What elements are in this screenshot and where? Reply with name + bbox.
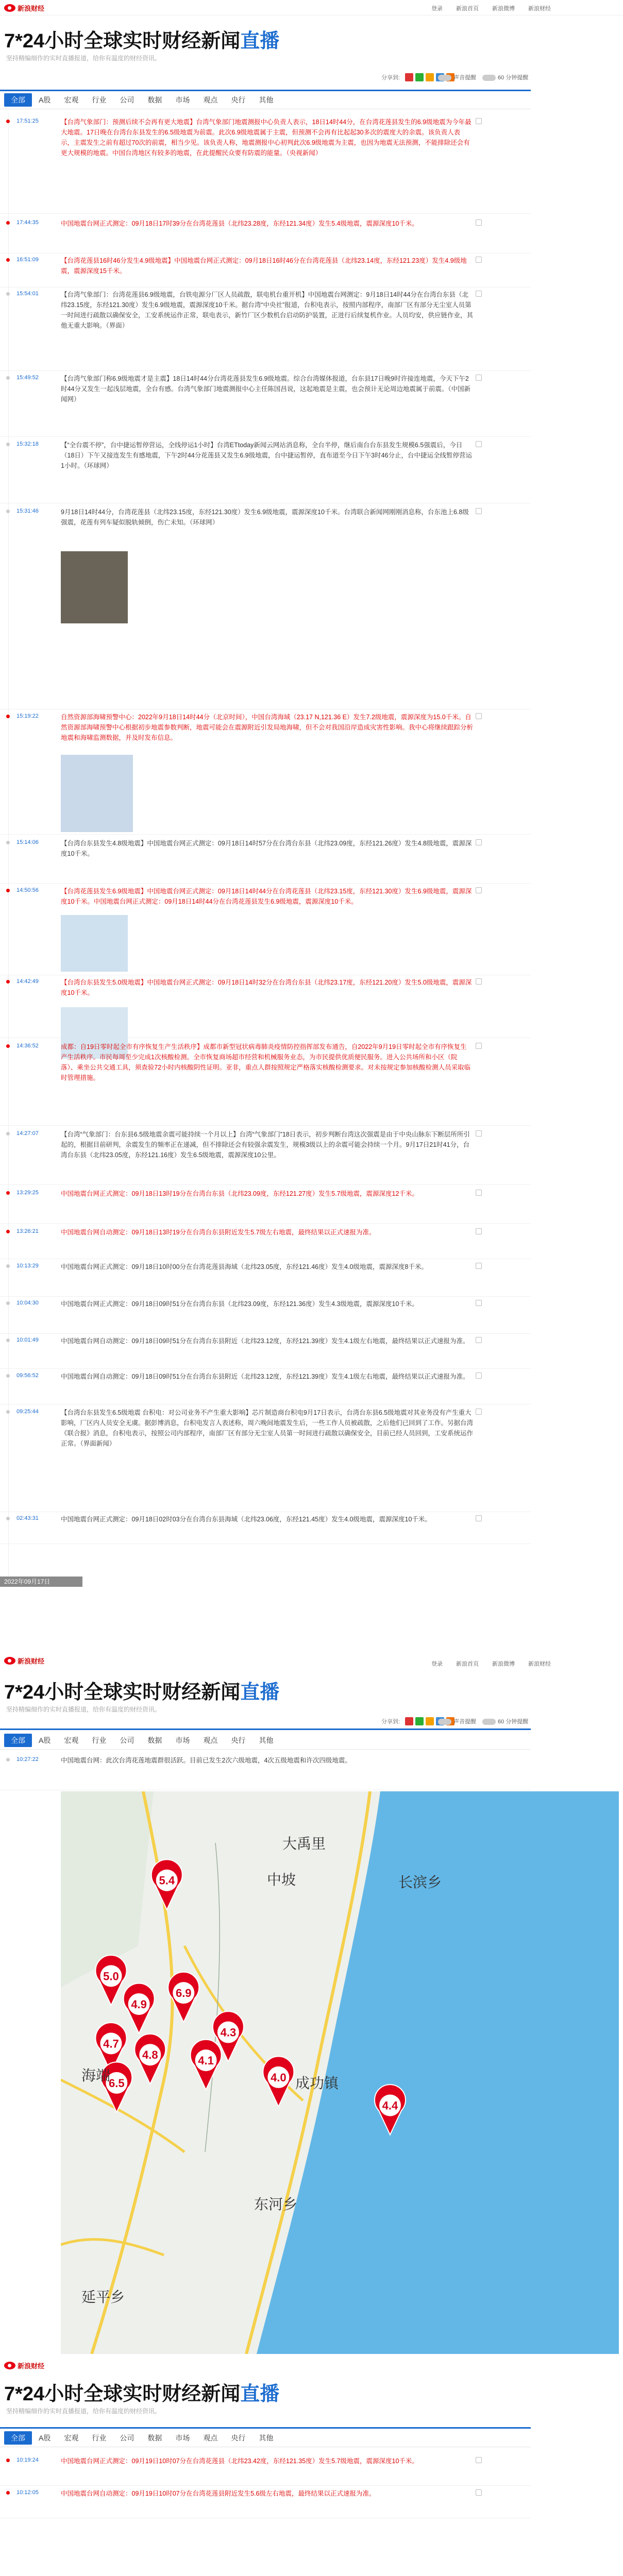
sina-eye-icon — [4, 2362, 15, 2369]
tab-all[interactable]: 全部 — [4, 93, 32, 107]
map-place: 延平乡 — [81, 2289, 125, 2305]
share-item-icon[interactable] — [476, 375, 482, 381]
map-place: 长滨乡 — [398, 1874, 442, 1890]
top-link-sina-home[interactable]: 新浪首页 — [456, 6, 479, 12]
map-svg — [61, 1791, 619, 2354]
timeline-dot — [6, 258, 10, 262]
news-time: 13:26:21 — [16, 1228, 39, 1234]
toggle-icon — [482, 75, 496, 81]
top-link-login[interactable]: 登录 — [431, 1661, 443, 1667]
timeline-dot — [6, 1230, 10, 1233]
share-item-icon[interactable] — [476, 257, 482, 263]
tab-market[interactable]: 市场 — [175, 2433, 190, 2442]
news-time: 09:56:52 — [16, 1372, 39, 1379]
sound-alert-toggle[interactable]: 声音提醒 — [438, 1717, 476, 1725]
tab-central-bank[interactable]: 央行 — [231, 1736, 246, 1744]
news-text[interactable]: 【台湾台东县发生6.5级地震 台积电：对公司业务不产生重大影响】芯片制造商台积电9月17日表示，台湾台东县6.5级地震对其业务没有产生重大影响，厂区内人员安全无虞。据彭博消息，台积电发言人表述称，周六晚间地震发生后，一些工作人员被疏散，之后他们已回到了工作。另据台湾《联合报》消息，台积电表示，按照公司内部程序，南部厂区有部分无尘室人员第一时间进行疏散以确保安全，目前已经人员回到，工安系统运作正常。（界面新闻） — [61, 1409, 474, 1447]
news-text[interactable]: 9月18日14时44分，台湾花莲县（北纬23.15度，东经121.30度）发生6.9级地震，震源深度10千米。台湾联合新闻网刚刚消息称，台东池上6.8级强震，花莲有列车疑似脱轨倾倒，伤亡未知。（环球网） — [61, 509, 469, 526]
quake-magnitude: 4.9 — [131, 1997, 147, 2011]
map-place: 东河乡 — [254, 2196, 298, 2212]
news-item — [0, 1754, 531, 1790]
news-item — [0, 372, 531, 437]
page-title: 7*24小时全球实时财经新闻直播 — [4, 1682, 280, 1703]
page-header — [0, 15, 623, 90]
news-text[interactable]: 中国地震台网自动测定：09月19日10时07分在台湾花莲县附近发生5.6级左右地震，最终结果以正式速报为准。 — [61, 2490, 376, 2497]
quake-magnitude: 4.3 — [220, 2026, 237, 2039]
share-item-icon[interactable] — [476, 1300, 482, 1306]
news-item — [0, 885, 531, 975]
share-item-icon[interactable] — [476, 1409, 482, 1415]
news-time: 16:51:09 — [16, 257, 39, 263]
share-item-icon[interactable] — [476, 441, 482, 447]
news-text[interactable]: 【台湾台东县发生5.0级地震】中国地震台网正式测定：09月18日14时32分在台湾台东县（北纬23.17度，东经121.20度）发生5.0级地震，震源深度10千米。 — [61, 979, 472, 996]
tab-opinion[interactable]: 观点 — [203, 2433, 218, 2442]
page-subtitle: 坚持精编细作的实时直播报道，给你有温度的财经资讯。 — [6, 1706, 161, 1713]
top-link-finance[interactable]: 新浪财经 — [528, 6, 551, 12]
news-time: 13:29:25 — [16, 1190, 39, 1196]
news-item — [0, 1335, 531, 1369]
wechat-share-icon[interactable] — [415, 1717, 424, 1725]
minute-alert-toggle[interactable]: 60 分钟提醒 — [482, 73, 528, 81]
header-divider — [0, 1728, 531, 1730]
timeline-dot — [6, 715, 10, 718]
news-item — [0, 837, 531, 884]
tab-a-shares[interactable]: A股 — [39, 95, 51, 104]
timeline-dot — [6, 980, 10, 984]
timeline-dot — [6, 1758, 10, 1761]
qzone-share-icon[interactable] — [426, 73, 434, 81]
news-text[interactable]: 中国地震台网自动测定：09月18日13时19分在台湾台东县附近发生5.7级左右地震，最终结果以正式速报为准。 — [61, 1229, 376, 1236]
timeline-dot — [6, 2491, 10, 2495]
qzone-share-icon[interactable] — [426, 1717, 434, 1725]
news-time: 15:31:46 — [16, 508, 39, 514]
top-link-weibo[interactable]: 新浪微博 — [492, 6, 515, 12]
category-tabs — [0, 91, 531, 109]
news-text[interactable]: 中国地震台网自动测定：09月18日09时51分在台湾台东县附近（北纬23.12度，东经121.39度）发生4.1级左右地震，最终结果以正式速报为准。 — [61, 1373, 469, 1380]
tab-macro[interactable]: 宏观 — [64, 95, 79, 104]
tab-macro[interactable]: 宏观 — [64, 2433, 79, 2442]
news-time: 17:51:25 — [16, 118, 39, 124]
tab-industry[interactable]: 行业 — [92, 95, 107, 104]
news-time: 10:13:29 — [16, 1263, 39, 1269]
page-header-repeat — [0, 1656, 623, 1731]
top-links — [431, 1659, 551, 1668]
toggle-icon — [438, 75, 451, 81]
news-time: 10:01:49 — [16, 1337, 39, 1343]
quake-magnitude: 4.1 — [198, 2054, 214, 2067]
news-item — [0, 1041, 531, 1126]
news-item — [0, 1298, 531, 1334]
news-text[interactable]: 中国地震台网：此次台湾花莲地震群很活跃。目前已发生2次六级地震，4次五级地震和许次四级地震。 — [61, 1757, 351, 1764]
tab-all[interactable]: 全部 — [4, 1734, 32, 1747]
earthquake-map — [61, 1791, 619, 2354]
news-time: 10:12:05 — [16, 2489, 39, 2496]
news-text[interactable]: 中国地震台网自动测定：09月18日09时51分在台湾台东县附近（北纬23.12度，东经121.39度）发生4.1级左右地震，最终结果以正式速报为准。 — [61, 1337, 469, 1345]
category-tabs-repeat-2 — [0, 2429, 531, 2447]
share-item-icon[interactable] — [476, 1337, 482, 1343]
news-item — [0, 116, 531, 214]
tab-central-bank[interactable]: 央行 — [231, 2433, 246, 2442]
tab-industry[interactable]: 行业 — [92, 2433, 107, 2442]
news-text[interactable]: 【台湾气象部门称6.9级地震才是主震】18日14时44分台湾花莲县发生6.9级地震。综合台湾媒体报道，台东县17日晚9时许接连地震，今天下午2时44分又发生一起浅层地震，全台有感。台湾气象部门地震测报中心主任陈国昌说，这起地震是主震，也会预计无论周边地震属于前震。（中国新闻网） — [61, 375, 471, 403]
top-links — [431, 4, 551, 12]
map-place: 海端 — [81, 2067, 111, 2083]
page-subtitle: 坚持精编细作的实时直播报道，给你有温度的财经资讯。 — [6, 55, 161, 62]
news-time: 15:19:22 — [16, 713, 39, 719]
sina-eye-icon — [4, 4, 15, 12]
news-item — [0, 711, 531, 835]
timeline-dot — [6, 1301, 10, 1305]
timeline-dot — [6, 1132, 10, 1136]
news-item — [0, 976, 531, 1038]
quake-magnitude: 4.8 — [142, 2048, 158, 2062]
share-item-icon[interactable] — [476, 118, 482, 124]
top-link-sina-home[interactable]: 新浪首页 — [456, 1661, 479, 1667]
quake-magnitude: 5.4 — [159, 1874, 175, 1887]
news-item — [0, 2455, 531, 2486]
quake-magnitude: 6.5 — [109, 2076, 125, 2090]
share-bar: 分享到: — [381, 1717, 454, 1725]
timeline-dot — [6, 120, 10, 123]
news-item — [0, 439, 531, 503]
share-item-icon[interactable] — [476, 1130, 482, 1137]
news-item — [0, 506, 531, 709]
top-link-finance[interactable]: 新浪财经 — [528, 1661, 551, 1667]
news-item — [0, 255, 531, 287]
toggle-icon — [482, 1719, 496, 1725]
quake-magnitude: 4.7 — [103, 2037, 119, 2050]
news-time: 15:14:06 — [16, 839, 39, 845]
tab-opinion[interactable]: 观点 — [203, 1736, 218, 1744]
share-item-icon[interactable] — [476, 508, 482, 514]
share-item-icon[interactable] — [476, 978, 482, 985]
tab-other[interactable]: 其他 — [259, 1736, 274, 1744]
news-item — [0, 217, 531, 253]
tab-data[interactable]: 数据 — [147, 95, 162, 104]
weibo-share-icon[interactable] — [405, 1717, 413, 1725]
news-time: 10:27:22 — [16, 1756, 39, 1762]
timeline-dot — [6, 443, 10, 446]
timeline-dot — [6, 1264, 10, 1268]
page-header-repeat-2 — [0, 2357, 623, 2432]
timeline-dot — [6, 2459, 10, 2462]
tab-industry[interactable]: 行业 — [92, 1736, 107, 1744]
news-item — [0, 1370, 531, 1404]
news-time: 14:42:49 — [16, 978, 39, 985]
news-image[interactable] — [61, 915, 128, 972]
timeline-dot — [6, 1410, 10, 1414]
timeline-dot — [6, 376, 10, 380]
news-image[interactable] — [61, 551, 128, 623]
news-item — [0, 2487, 531, 2518]
tab-data[interactable]: 数据 — [147, 2433, 162, 2442]
tab-central-bank[interactable]: 央行 — [231, 95, 246, 104]
top-link-login[interactable]: 登录 — [431, 6, 443, 12]
share-item-icon[interactable] — [476, 713, 482, 719]
tab-a-shares[interactable]: A股 — [39, 2433, 51, 2442]
tab-other[interactable]: 其他 — [259, 2433, 274, 2442]
share-item-icon[interactable] — [476, 1190, 482, 1196]
news-text[interactable]: 中国地震台网正式测定：09月18日10时00分在台湾花莲县海域（北纬23.05度，东经121.46度）发生4.0级地震，震源深度8千米。 — [61, 1263, 428, 1270]
timeline-dot — [6, 1338, 10, 1342]
news-text[interactable]: 【“全台震不停”，台中捷运暂停营运，全线停运1小时】台湾ETtoday新闻云网站消息称，全台半停，继后南台台东县发生规模6.5强震后，今日（18日）下午又接连发生有感地震，下午2时44分花莲县又发生6.9级地震，台中捷运暂停，直布道至今日下午3时46分止，台中捷运全线暂停营运1小时。（环球网） — [61, 442, 472, 469]
toggle-icon — [438, 1719, 451, 1725]
tab-other[interactable]: 其他 — [259, 95, 274, 104]
news-text[interactable]: 中国地震台网正式测定：09月18日13时19分在台湾台东县（北纬23.09度，东经121.27度）发生5.7级地震，震源深度12千米。 — [61, 1190, 418, 1197]
minute-alert-toggle[interactable]: 60 分钟提醒 — [482, 1717, 528, 1725]
news-text[interactable]: 自然资源部海啸预警中心：2022年9月18日14时44分（北京时间），中国台湾海域（23.17 N,121.36 E）发生7.2级地震，震源深度为15.0千米。自然资源部海啸预警中心根据初步地震参数判断，地震可能会在震源附近引发局地海啸，但不会对我国沿岸造成灾害性影响。我中心将继续跟踪分析地震和海啸监测数据，并及时发布信息。 — [61, 714, 474, 741]
news-item — [0, 289, 531, 371]
news-time: 14:36:52 — [16, 1043, 39, 1049]
share-item-icon[interactable] — [476, 1228, 482, 1234]
news-item — [0, 1406, 531, 1512]
timeline-dot — [6, 1374, 10, 1378]
news-image[interactable] — [61, 755, 133, 832]
share-item-icon[interactable] — [476, 1515, 482, 1521]
news-item — [0, 1226, 531, 1259]
weibo-share-icon[interactable] — [405, 73, 413, 81]
sound-alert-toggle[interactable]: 声音提醒 — [438, 73, 476, 81]
news-time: 10:19:24 — [16, 2457, 39, 2463]
tab-company[interactable]: 公司 — [120, 2433, 134, 2442]
tab-a-shares[interactable]: A股 — [39, 1736, 51, 1744]
share-item-icon[interactable] — [476, 1372, 482, 1379]
share-item-icon[interactable] — [476, 291, 482, 297]
news-text[interactable]: 【台湾气象部门：预测后续不会再有更大地震】台湾气象部门地震测报中心负责人表示，18日14时44分，在台湾花莲县发生的6.9级地震为今年最大地震。17日晚在台湾台东县发生的6.5级地震为前震。此次6.9级地震属于主震，但预测不会再有比起起30多次的震度大的余震。该负责人表示，主震发生之前有超过70次的前震，相当少见。该负责人称，地震测报中心初判此次6.9级地震为主震，也因为地震无法预测，不能排除还会有更大规模的地震。中国台湾地区有较多的地震，在此提醒民众要有防震的能量。（央视新闻） — [61, 118, 472, 157]
tab-company[interactable]: 公司 — [120, 1736, 134, 1744]
news-time: 14:27:07 — [16, 1130, 39, 1137]
tab-market[interactable]: 市场 — [175, 95, 190, 104]
timeline-dot — [6, 510, 10, 513]
alert-options — [438, 73, 528, 81]
news-text[interactable]: 中国地震台网正式测定：09月18日09时51分在台湾台东县（北纬23.09度，东经121.36度）发生4.3级地震，震源深度10千米。 — [61, 1300, 418, 1308]
news-text[interactable]: 成都：自19日零时起全市有序恢复生产生活秩序】成都市新型冠状病毒肺炎疫情防控指挥部发布通告，自2022年9月19日零时起全市有序恢复生产生活秩序。市民每周至少完成1次核酸检测。全市恢复商场超市经营和机械服务业态，为市民提供优质便民服务。进入公共场所和小区（院落）、乘坐公共交通工具，须查验72小时内核酸阴性证明。亚非，重点人群按照规定严格落实核酸检测要求。对未按规定参加核酸检测人员采取临时管理措施。 — [61, 1043, 471, 1081]
page-title: 7*24小时全球实时财经新闻直播 — [4, 30, 280, 52]
news-item — [0, 1188, 531, 1224]
share-item-icon[interactable] — [476, 1043, 482, 1049]
brand-logo[interactable]: 新浪财经 — [4, 1655, 44, 1666]
alert-options — [438, 1717, 528, 1725]
quake-magnitude: 4.4 — [382, 2099, 398, 2112]
date-separator: 2022年09月17日 — [0, 1577, 82, 1587]
map-place: 大禹里 — [282, 1836, 326, 1852]
timeline-dot — [6, 221, 10, 225]
news-text[interactable]: 【台湾花莲县发生6.9级地震】中国地震台网正式测定：09月18日14时44分在台湾花莲县（北纬23.15度，东经121.30度）发生6.9级地震，震源深度10千米。中国地震台网正式测定：09月18日14时44分在台湾花莲县发生6.9级地震，震源深度10千米。 — [61, 888, 472, 905]
share-item-icon[interactable] — [476, 839, 482, 845]
news-item — [0, 1261, 531, 1297]
share-item-icon[interactable] — [476, 1263, 482, 1269]
tab-company[interactable]: 公司 — [120, 95, 134, 104]
news-text[interactable]: 【台湾“气象部门：台东县6.5级地震余震可能持续一个月以上】台湾“气象部门”18日表示，初步判断台湾这次强震是由于中央山脉东下断层所所引起的，根据目前研判，余震发生的频率正在递减，但不排除还会有较强余震发生，规模3级以上的余震可能会持续一个月。9月17日21时41分，台湾台东县（北纬23.05度，东经121.16度）发生6.5级地震，震源深度10公里。 — [61, 1131, 470, 1159]
news-text[interactable]: 【台湾气象部门：台湾花莲县6.9级地震，台铁电源分厂区人员疏散，联电机台重开机】中国地震台网测定：9月18日14时44分在台湾台东县（北纬23.15度，东经121.30度）发生6.9级地震，震源深度10千米。据台湾“中央社”报道，台积电表示，按照内部程序，南部厂区有部分无尘室人员第一时间进行疏散以确保安全，工安系统运作正常，联电表示，新竹厂区少数机台启动防护装置，正进行后续复机作业。人员均安，供应链作业，其他无重大影响。（界面） — [61, 291, 474, 329]
share-item-icon[interactable] — [476, 2489, 482, 2496]
tab-opinion[interactable]: 观点 — [203, 95, 218, 104]
tab-all[interactable]: 全部 — [4, 2431, 32, 2445]
timeline-dot — [6, 292, 10, 296]
news-time: 10:04:30 — [16, 1300, 39, 1306]
brand-logo[interactable]: 新浪财经 — [4, 3, 44, 13]
timeline-dot — [6, 841, 10, 844]
wechat-share-icon[interactable] — [415, 73, 424, 81]
quake-magnitude: 6.9 — [175, 1987, 192, 2000]
news-text[interactable]: 【台湾台东县发生4.8级地震】中国地震台网正式测定：09月18日14时57分在台湾台东县（北纬23.09度，东经121.26度）发生4.8级地震，震源深度10千米。 — [61, 840, 472, 857]
tab-market[interactable]: 市场 — [175, 1736, 190, 1744]
quake-magnitude: 4.0 — [271, 2071, 287, 2084]
news-item — [0, 1128, 531, 1185]
news-text[interactable]: 中国地震台网正式测定：09月18日17时39分在台湾花莲县（北纬23.28度，东经121.34度）发生5.4级地震，震源深度10千米。 — [61, 220, 418, 227]
share-item-icon[interactable] — [476, 2457, 482, 2463]
timeline-dot — [6, 1191, 10, 1195]
map-place: 中坡 — [267, 1872, 296, 1888]
tab-macro[interactable]: 宏观 — [64, 1736, 79, 1744]
timeline-dot — [6, 1517, 10, 1520]
share-item-icon[interactable] — [476, 887, 482, 893]
news-time: 14:50:56 — [16, 887, 39, 893]
news-time: 15:49:52 — [16, 375, 39, 381]
timeline-dot — [6, 1044, 10, 1048]
timeline-dot — [6, 889, 10, 892]
page-title: 7*24小时全球实时财经新闻直播 — [4, 2383, 280, 2405]
tab-data[interactable]: 数据 — [147, 1736, 162, 1744]
page-subtitle: 坚持精编细作的实时直播报道，给你有温度的财经资讯。 — [6, 2408, 161, 2415]
news-text[interactable]: 中国地震台网正式测定：09月19日10时07分在台湾花莲县（北纬23.42度，东经121.35度）发生5.7级地震，震源深度10千米。 — [61, 2458, 418, 2465]
news-item — [0, 1513, 531, 1544]
news-time: 15:54:01 — [16, 291, 39, 297]
category-tabs-repeat — [0, 1731, 531, 1750]
news-text[interactable]: 中国地震台网正式测定：09月18日02时03分在台湾台东县海域（北纬23.06度，东经121.45度）发生4.0级地震，震源深度10千米。 — [61, 1516, 431, 1523]
news-time: 17:44:35 — [16, 219, 39, 226]
top-link-weibo[interactable]: 新浪微博 — [492, 1661, 515, 1667]
quake-magnitude: 5.0 — [103, 1970, 119, 1983]
share-item-icon[interactable] — [476, 219, 482, 226]
share-bar: 分享到: — [381, 73, 454, 81]
news-time: 02:43:31 — [16, 1515, 39, 1521]
news-time: 09:25:44 — [16, 1409, 39, 1415]
sina-eye-icon — [4, 1657, 15, 1665]
news-time: 15:32:18 — [16, 441, 39, 447]
brand-logo[interactable]: 新浪财经 — [4, 2360, 44, 2370]
top-bar — [0, 0, 623, 15]
news-text[interactable]: 【台湾花莲县16时46分发生4.9级地震】中国地震台网正式测定：09月18日16时46分在台湾花莲县（北纬23.14度，东经121.23度）发生4.9级地震，震源深度15千米。 — [61, 257, 467, 275]
map-place: 成功镇 — [295, 2075, 339, 2091]
